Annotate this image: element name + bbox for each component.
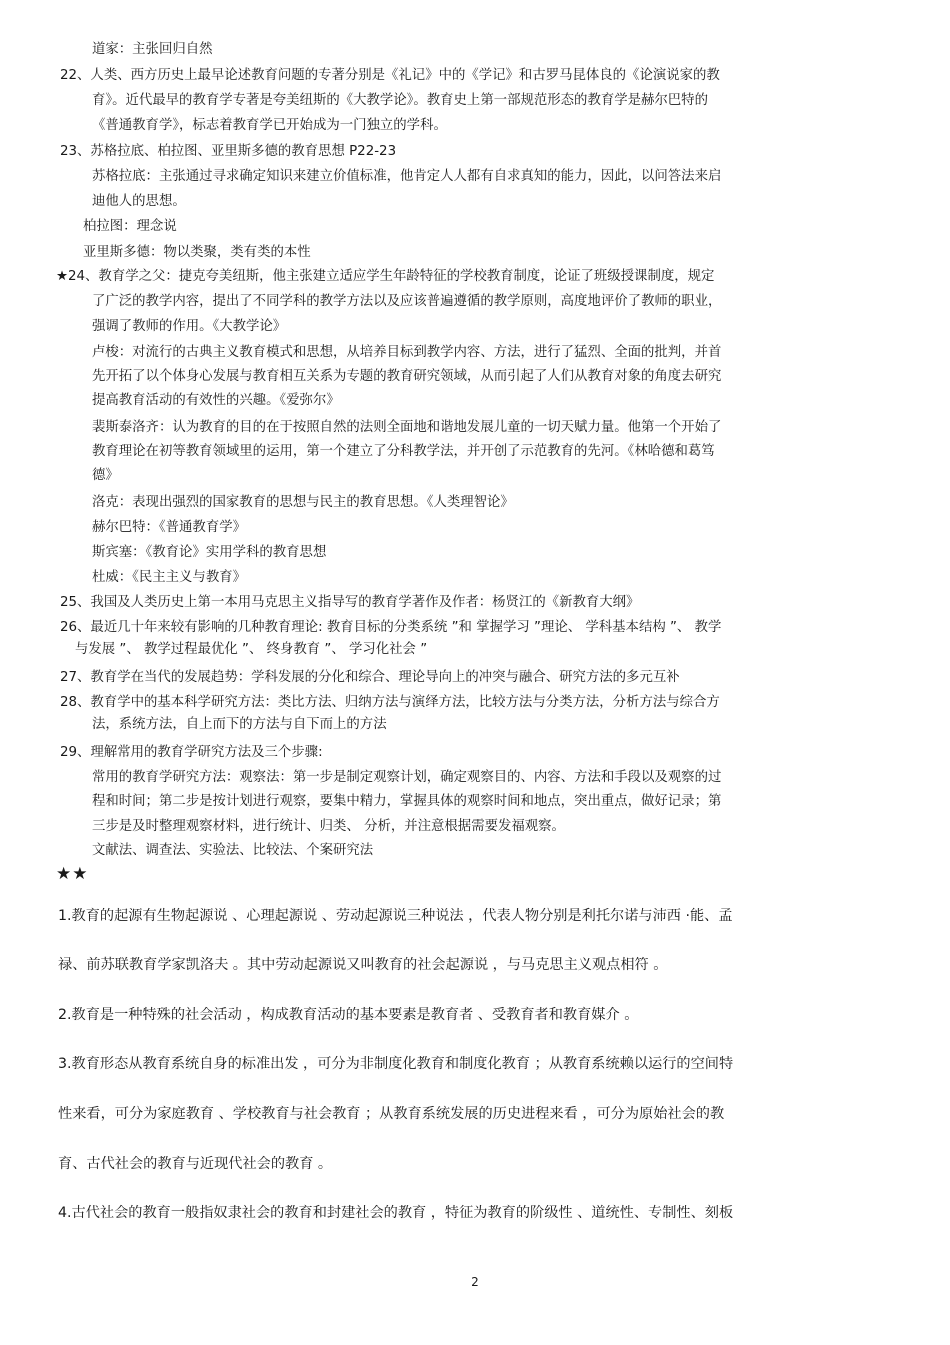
text-line: 26、最近几十年来较有影响的几种教育理论: 教育目标的分类系统 ”和 掌握学习 ”理论、 学科基本结构 ”、 教学 <box>60 620 722 635</box>
text-line: ★24、教育学之父：捷克夸美纽斯，他主张建立适应学生年龄特征的学校教育制度，论证了班级授课制度，规定 <box>56 269 715 284</box>
fill-in-line: 2.教育是一种特殊的社会活动 ，构成教育活动的基本要素是教育者 、受教育者和教育媒介 。 <box>58 1007 639 1023</box>
fill-in-line: 性来看，可分为家庭教育 、学校教育与社会教育 ；从教育系统发展的历史进程来看 ，可分为原始社会的教 <box>58 1106 725 1122</box>
text-line: 杜威：《民主主义与教育》 <box>92 570 246 585</box>
text-line: 28、教育学中的基本科学研究方法：类比方法、归纳方法与演绎方法，比较方法与分类方法，分析方法与综合方 <box>60 695 720 710</box>
text-line: 道家：主张回归自然 <box>92 42 213 57</box>
text-line: 常用的教育学研究方法：观察法：第一步是制定观察计划，确定观察目的、内容、方法和手段以及观察的过 <box>92 770 722 785</box>
text-line: 27、教育学在当代的发展趋势：学科发展的分化和综合、理论导向上的冲突与融合、研究方法的多元互补 <box>60 670 680 685</box>
fill-in-line: 禄、前苏联教育学家凯洛夫 。其中劳动起源说又叫教育的社会起源说 ，与马克思主义观点相符 。 <box>58 957 668 973</box>
text-line: 提高教育活动的有效性的兴趣。《爱弥尔》 <box>92 393 340 408</box>
text-line: 法，系统方法，自上而下的方法与自下而上的方法 <box>92 717 387 732</box>
text-line: 亚里斯多德：物以类聚，类有类的本性 <box>83 245 311 260</box>
fill-in-line: 1.教育的起源有生物起源说 、心理起源说 、劳动起源说三种说法 ，代表人物分别是利托尔诺与沛西 ·能、孟 <box>58 908 733 924</box>
text-line: 德》 <box>92 468 119 483</box>
page-number: 2 <box>471 1275 479 1289</box>
text-line: 强调了教师的作用。《大教学论》 <box>92 319 287 334</box>
fill-in-line: 3.教育形态从教育系统自身的标准出发 ，可分为非制度化教育和制度化教育 ；从教育系统赖以运行的空间特 <box>58 1056 734 1072</box>
fill-in-line: 4.古代社会的教育一般指奴隶社会的教育和封建社会的教育 ，特征为教育的阶级性 、道统性、专制性、刻板 <box>58 1205 734 1221</box>
text-line: 《普通教育学》，标志着教育学已开始成为一门独立的学科。 <box>92 118 447 133</box>
text-line: 教育理论在初等教育领域里的运用，第一个建立了分科教学法，并开创了示范教育的先河。《林哈德和葛笃 <box>92 444 715 459</box>
fill-in-line: 育、古代社会的教育与近现代社会的教育 。 <box>58 1156 333 1172</box>
text-line: 程和时间；第二步是按计划进行观察，要集中精力，掌握具体的观察时间和地点，突出重点，做好记录；第 <box>92 794 722 809</box>
text-line: 了广泛的教学内容，提出了不同学科的教学方法以及应该普遍遵循的教学原则，高度地评价了教师的职业， <box>92 294 722 309</box>
text-line: 22、人类、西方历史上最早论述教育问题的专著分别是《礼记》中的《学记》和古罗马昆体良的《论演说家的教 <box>60 68 720 83</box>
text-line: 柏拉图：理念说 <box>83 219 177 234</box>
text-line: 赫尔巴特：《普通教育学》 <box>92 520 246 535</box>
text-line: 23、苏格拉底、柏拉图、亚里斯多德的教育思想 P22-23 <box>60 144 397 159</box>
text-line: 25、我国及人类历史上第一本用马克思主义指导写的教育学著作及作者：杨贤江的《新教育大纲》 <box>60 595 640 610</box>
text-line: 斯宾塞：《教育论》实用学科的教育思想 <box>92 545 327 560</box>
text-line: 29、理解常用的教育学研究方法及三个步骤: <box>60 745 323 760</box>
text-line: 裴斯泰洛齐：认为教育的目的在于按照自然的法则全面地和谐地发展儿童的一切天赋力量。他第一个开始了 <box>92 420 722 435</box>
text-line: 与发展 ”、 教学过程最优化 ”、 终身教育 ”、 学习化社会 ” <box>75 642 428 657</box>
text-line: 洛克：表现出强烈的国家教育的思想与民主的教育思想。《人类理智论》 <box>92 495 514 510</box>
text-line: 育》。近代最早的教育学专著是夸美纽斯的《大教学论》。教育史上第一部规范形态的教育学是赫尔巴特的 <box>92 93 708 108</box>
double-star-heading: ★★ <box>56 864 89 884</box>
text-line: 文献法、调查法、实验法、比较法、个案研究法 <box>92 843 374 858</box>
text-line: 迪他人的思想。 <box>92 194 186 209</box>
text-line: 苏格拉底：主张通过寻求确定知识来建立价值标准，他肯定人人都有自求真知的能力，因此，以问答法来启 <box>92 169 722 184</box>
text-line: 三步是及时整理观察材料，进行统计、归类、 分析，并注意根据需要发福观察。 <box>92 819 565 834</box>
text-line: 先开拓了以个体身心发展与教育相互关系为专题的教育研究领域，从而引起了人们从教育对象的角度去研究 <box>92 369 722 384</box>
text-line: 卢梭：对流行的古典主义教育模式和思想，从培养目标到教学内容、方法，进行了猛烈、全面的批判，并首 <box>92 345 722 360</box>
